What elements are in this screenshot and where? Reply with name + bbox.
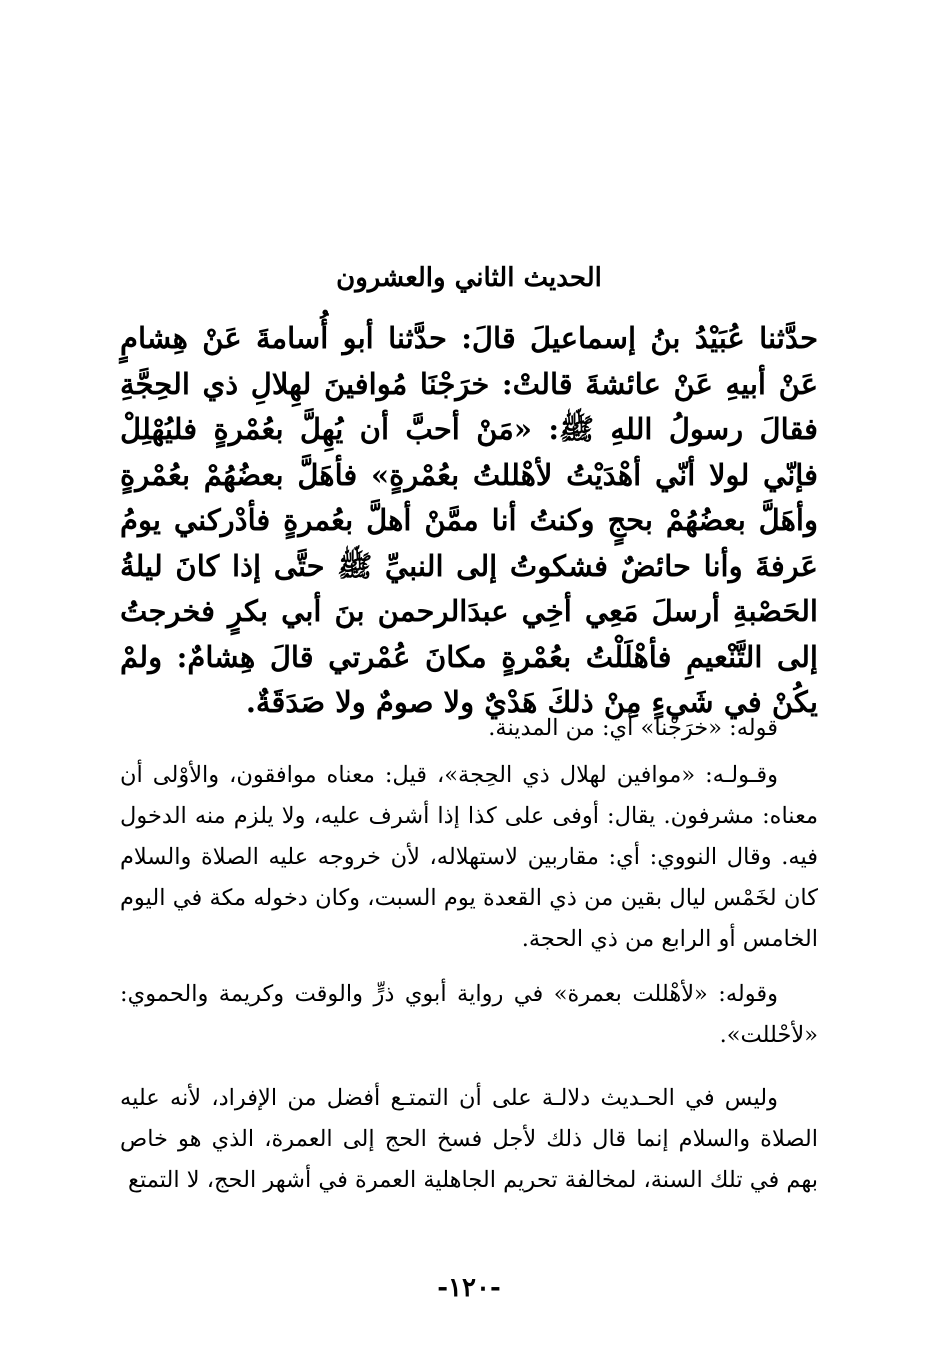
- commentary-paragraph-2: وقـولـه: «موافين لهلال ذي الحِجة»، قيل: معناه موافقون، والأوْلى أن معناه: مشرفون. يقال: أوفى على كذا إذا أشرف عليه، ولا يلزم منه الدخول فيه. وقال النووي: أي: مقاربين لاستهلاله، لأن خروجه عليه الصلاة والسلام كان لخَمْس ليال بقين من ذي القعدة يوم السبت، وكان دخوله مكة في اليوم الخامس أو الرابع من ذي الحجة.: [120, 762, 818, 952]
- hadith-text: حدَّثنا عُبَيْدُ بنُ إسماعيلَ قالَ: حدَّثنا أبو أُسامةَ عَنْ هِشامٍ عَنْ أبيهِ عَنْ عائشةَ قالتْ: خرَجْنَا مُوافينَ لهِلالِ ذي الحِجَّةِ فقالَ رسولُ اللهِ ﷺ: «مَنْ أحبَّ أن يُهِلَّ بعُمْرةٍ فليُهْلِلْ فإنّي لولا أنّي أهْدَيْتُ لأهْللتُ بعُمْرةٍ» فأهَلَّ بعضُهُمْ بعُمْرةٍ وأهَلَّ بعضُهُمْ بحجٍ وكنتُ أنا ممَّنْ أهلَّ بعُمرةٍ فأدْركني يومُ عَرفةَ وأنا حائضٌ فشكوتُ إلى النبيِّ ﷺ حتَّى إذا كانَ ليلةُ الحَصْبةِ أرسلَ مَعِي أخِي عبدَالرحمن بنَ أبي بكرٍ فخرجتُ إلى التَّنْعيمِ فأهْلَلْتُ بعُمْرةٍ مكانَ عُمْرتي قالَ هِشامٌ: ولمْ يكُنْ في شَيءٍ مِنْ ذلكَ هَدْيٌ ولا صومٌ ولا صَدَقَةٌ.: [120, 321, 818, 719]
- commentary-paragraph-3: وقوله: «لأهْللت بعمرة» في رواية أبوي ذرٍّ والوقت وكريمة والحموي: «لأحْللت».: [120, 981, 818, 1048]
- hadith-title: الحديث الثاني والعشرون: [336, 263, 602, 293]
- commentary-paragraph-4: وليس في الحـديث دلالـة على أن التمتـع أفضل من الإفراد، لأنه عليه الصلاة والسلام إنما قال ذلك لأجل فسخ الحج إلى العمرة، الذي هو خاص بهم في تلك السنة، لمخالفة تحريم الجاهلية العمرة في أشهر الحج، لا التمتع: [120, 1085, 818, 1193]
- page-number: -١٢٠-: [437, 1273, 501, 1303]
- commentary-paragraph-1: قوله: «خرَجْنا» أي: من المدينة.: [488, 715, 778, 741]
